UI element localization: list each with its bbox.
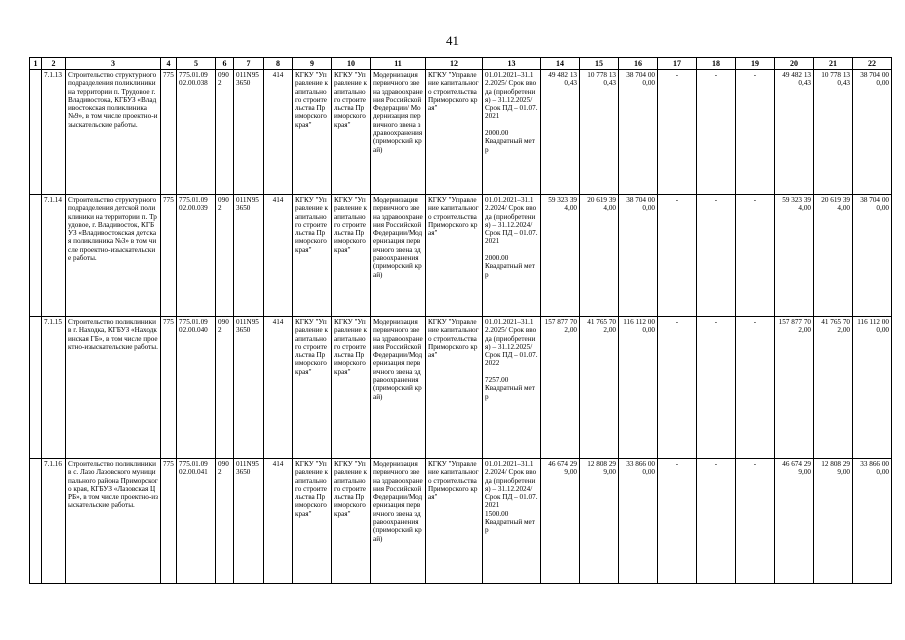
- cell-timeline: 01.01.2021–31.12.2025/ Срок ввода (приобретения) – 31.12.2025/ Срок ПД – 01.07.2022 7257.00 Квадратный метр: [483, 317, 541, 459]
- cell-section: 0902: [216, 195, 234, 317]
- cell-code: 7.1.13: [42, 70, 66, 195]
- cell-section: 0902: [216, 317, 234, 459]
- column-header: 4: [161, 58, 177, 70]
- cell-timeline: 01.01.2021–31.12.2024/ Срок ввода (приобретения) – 31.12.2024/ Срок ПД – 01.07.2021 2000.00 Квадратный метр: [483, 195, 541, 317]
- cell-amount-total: 59 323 394,00: [541, 195, 580, 317]
- cell-customer: КГКУ "Управление капитального строительства Приморского края": [293, 317, 332, 459]
- cell-expense-type: 414: [264, 195, 293, 317]
- cell-dash: -: [658, 459, 697, 584]
- cell-code: 7.1.16: [42, 459, 66, 584]
- cell-amount-federal: 116 112 000,00: [853, 317, 892, 459]
- cell-amount-federal: 116 112 000,00: [619, 317, 658, 459]
- cell-target-article: 011N95 3650: [234, 317, 264, 459]
- cell-amount-federal: 38 704 000,00: [619, 195, 658, 317]
- cell-project: Модернизация первичного звена здравоохранения Российской Федерации/Модернизация первичного звена здравоохранения (приморский край): [371, 195, 426, 317]
- cell-amount-total: 157 877 702,00: [775, 317, 814, 459]
- cell-project: Модернизация первичного звена здравоохранения Российской Федерации/Модернизация первичного звена здравоохранения (приморский край): [371, 317, 426, 459]
- cell-object-name: Строительство структурного подразделения детской поликлиники на территории п. Трудовое, г. Владивосток, КГБУЗ «Владивостокская детская поликлиника №3» в том числе проектно-изыскательские работы.: [66, 195, 161, 317]
- cell-target-article: 011N95 3650: [234, 70, 264, 195]
- cell-amount-federal: 38 704 000,00: [853, 195, 892, 317]
- column-header: 16: [619, 58, 658, 70]
- cell-customer: КГКУ "Управление капитального строительства Приморского края": [293, 70, 332, 195]
- cell-index: [30, 459, 42, 584]
- column-header: 19: [736, 58, 775, 70]
- cell-grbs: 775: [161, 317, 177, 459]
- cell-recipient: КГКУ "Управление капитального строительства Приморского края": [426, 70, 483, 195]
- column-header: 14: [541, 58, 580, 70]
- cell-code: 7.1.15: [42, 317, 66, 459]
- table-row: [30, 459, 892, 584]
- cell-amount-federal: 38 704 000,00: [853, 70, 892, 195]
- column-header: 3: [66, 58, 161, 70]
- cell-developer: КГКУ "Управление капитального строительства Приморского края": [332, 317, 371, 459]
- cell-target-article: 011N95 3650: [234, 459, 264, 584]
- cell-dash: -: [697, 70, 736, 195]
- cell-amount-regional: 12 808 299,00: [814, 459, 853, 584]
- column-header: 9: [293, 58, 332, 70]
- cell-dash: -: [697, 317, 736, 459]
- column-header: 2: [42, 58, 66, 70]
- page-number: 41: [446, 33, 459, 48]
- table-row: [30, 70, 892, 195]
- cell-index: [30, 70, 42, 195]
- cell-object-code: 775.01.09 02.00.039: [177, 195, 216, 317]
- cell-recipient: КГКУ "Управление капитального строительства Приморского края": [426, 317, 483, 459]
- column-header: 12: [426, 58, 483, 70]
- cell-object-code: 775.01.09 02.00.041: [177, 459, 216, 584]
- cell-dash: -: [658, 195, 697, 317]
- cell-expense-type: 414: [264, 317, 293, 459]
- cell-object-code: 775.01.09 02.00.038: [177, 70, 216, 195]
- cell-dash: -: [736, 459, 775, 584]
- cell-grbs: 775: [161, 459, 177, 584]
- header-row: [30, 58, 892, 70]
- cell-amount-regional: 12 808 299,00: [580, 459, 619, 584]
- cell-amount-regional: 10 778 130,43: [814, 70, 853, 195]
- cell-developer: КГКУ "Управление капитального строительства Приморского края": [332, 70, 371, 195]
- column-header: 10: [332, 58, 371, 70]
- cell-object-name: Строительство поликлиники в г. Находка, КГБУЗ «Находкинская ГБ», в том числе проектно-изыскательские работы.: [66, 317, 161, 459]
- cell-recipient: КГКУ "Управление капитального строительства Приморского края": [426, 195, 483, 317]
- cell-developer: КГКУ "Управление капитального строительства Приморского края": [332, 459, 371, 584]
- cell-dash: -: [736, 195, 775, 317]
- cell-dash: -: [736, 317, 775, 459]
- cell-developer: КГКУ "Управление капитального строительства Приморского края": [332, 195, 371, 317]
- cell-amount-federal: 33 866 000,00: [853, 459, 892, 584]
- table-row: [30, 195, 892, 317]
- column-header: 18: [697, 58, 736, 70]
- budget-table: [29, 57, 892, 584]
- cell-amount-regional: 20 619 394,00: [580, 195, 619, 317]
- column-header: 17: [658, 58, 697, 70]
- cell-amount-total: 49 482 130,43: [541, 70, 580, 195]
- column-header: 15: [580, 58, 619, 70]
- cell-amount-federal: 33 866 000,00: [619, 459, 658, 584]
- cell-section: 0902: [216, 459, 234, 584]
- cell-section: 0902: [216, 70, 234, 195]
- cell-dash: -: [697, 195, 736, 317]
- cell-dash: -: [697, 459, 736, 584]
- cell-project: Модернизация первичного звена здравоохранения Российской Федерации/ Модернизация первичного звена здравоохранения (приморский край): [371, 70, 426, 195]
- cell-amount-total: 46 674 299,00: [775, 459, 814, 584]
- cell-index: [30, 317, 42, 459]
- cell-grbs: 775: [161, 70, 177, 195]
- cell-customer: КГКУ "Управление капитального строительства Приморского края": [293, 195, 332, 317]
- cell-recipient: КГКУ "Управление капитального строительства Приморского края": [426, 459, 483, 584]
- column-header: 7: [234, 58, 264, 70]
- cell-expense-type: 414: [264, 70, 293, 195]
- cell-amount-regional: 41 765 702,00: [580, 317, 619, 459]
- column-header: 11: [371, 58, 426, 70]
- cell-amount-regional: 20 619 394,00: [814, 195, 853, 317]
- cell-amount-total: 49 482 130,43: [775, 70, 814, 195]
- cell-dash: -: [736, 70, 775, 195]
- column-header: 8: [264, 58, 293, 70]
- cell-timeline: 01.01.2021–31.12.2024/ Срок ввода (приобретения) – 31.12.2024/ Срок ПД – 01.07.2021 1500.00 Квадратный метр: [483, 459, 541, 584]
- cell-amount-regional: 10 778 130,43: [580, 70, 619, 195]
- cell-object-name: Строительство поликлиники в с. Лазо Лазовского муниципального района Приморского края, КГБУЗ «Лазовская ЦРБ», в том числе проектно-изыскательские работы.: [66, 459, 161, 584]
- cell-dash: -: [658, 70, 697, 195]
- cell-expense-type: 414: [264, 459, 293, 584]
- cell-object-name: Строительство структурного подразделения поликлиники на территории п. Трудовое г. Владивостока, КГБУЗ «Владивостокская поликлиника №9», в том числе проектно-изыскательские работы.: [66, 70, 161, 195]
- cell-timeline: 01.01.2021–31.12.2025/ Срок ввода (приобретения) – 31.12.2025/ Срок ПД – 01.07.2021 2000.00 Квадратный метр: [483, 70, 541, 195]
- cell-amount-regional: 41 765 702,00: [814, 317, 853, 459]
- column-header: 20: [775, 58, 814, 70]
- column-header: 6: [216, 58, 234, 70]
- cell-amount-total: 46 674 299,00: [541, 459, 580, 584]
- cell-amount-federal: 38 704 000,00: [619, 70, 658, 195]
- column-header: 21: [814, 58, 853, 70]
- cell-index: [30, 195, 42, 317]
- cell-object-code: 775.01.09 02.00.040: [177, 317, 216, 459]
- cell-amount-total: 59 323 394,00: [775, 195, 814, 317]
- cell-project: Модернизация первичного звена здравоохранения Российской Федерации/Модернизация первичного звена здравоохранения (приморский край): [371, 459, 426, 584]
- column-header: 22: [853, 58, 892, 70]
- table-row: [30, 317, 892, 459]
- column-header: 1: [30, 58, 42, 70]
- cell-dash: -: [658, 317, 697, 459]
- cell-target-article: 011N95 3650: [234, 195, 264, 317]
- cell-code: 7.1.14: [42, 195, 66, 317]
- cell-amount-total: 157 877 702,00: [541, 317, 580, 459]
- column-header: 13: [483, 58, 541, 70]
- cell-customer: КГКУ "Управление капитального строительства Приморского края": [293, 459, 332, 584]
- cell-grbs: 775: [161, 195, 177, 317]
- column-header: 5: [177, 58, 216, 70]
